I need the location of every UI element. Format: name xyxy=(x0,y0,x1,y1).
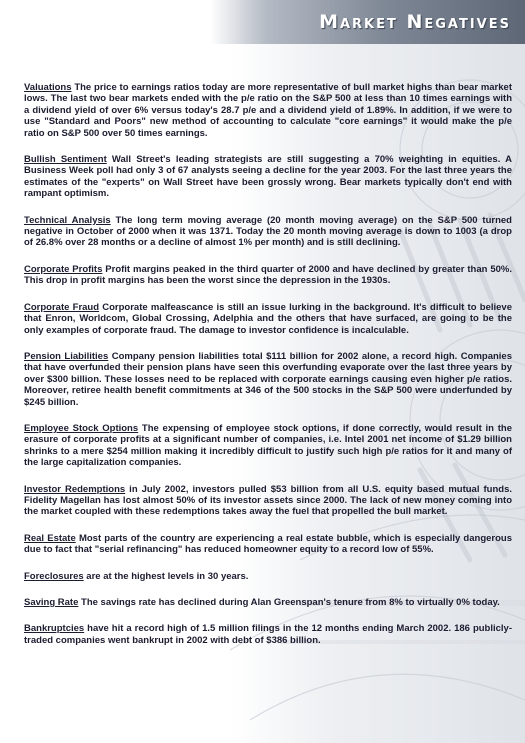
title-banner xyxy=(210,0,525,44)
section-corporate-fraud xyxy=(24,302,512,336)
section-text: Profit margins peaked in the third quarter of 2000 and have declined by greater than 50%. This drop in profit margins has been the worst since the depression in the 1930s. xyxy=(24,263,512,287)
section-text: have hit a record high of 1.5 million filings in the 12 months ending March 2002. 186 publicly-traded companies went bankrupt in 2002 with debt of $386 billion. xyxy=(24,623,512,646)
section-valuations xyxy=(24,82,512,139)
section-pension-liabilities xyxy=(24,351,512,408)
page-title: Market Negatives xyxy=(319,11,511,33)
section-heading: Valuations xyxy=(24,82,72,93)
section-heading: Foreclosures xyxy=(24,570,84,582)
section-text: Wall Street's leading strategists are still suggesting a 70% weighting in equities. A Business Week poll had only 3 of 67 analysts seeing a decline for the year 2003. For the last three years the estimates of the "experts" on Wall Street have been grossly wrong. Bear markets typically don't end with rampant optimism. xyxy=(24,154,513,200)
section-heading: Employee Stock Options xyxy=(24,422,139,434)
section-heading: Real Estate xyxy=(24,532,76,544)
section-text: Corporate malfeascance is still an issue lurking in the background. It's difficult to believe that Enron, Worldcom, Global Crossing, Adelphia and the others that have surfaced, are going to be the only examples of corporate fraud. The damage to investor confidence is incalculable. xyxy=(24,301,512,336)
section-heading: Bankruptcies xyxy=(24,623,85,635)
section-text: in July 2002, investors pulled $53 billion from all U.S. equity based mutual funds. Fidelity Magellan has lost almost 50% of its investor assets since 2000. The lack of new money coming into the market coupled with these redemptions takes away the fuel that propelled the bull market. xyxy=(24,483,512,518)
section-foreclosures xyxy=(24,571,512,582)
section-text: The expensing of employee stock options, if done correctly, would result in the erasure of corporate profits at a significant number of companies, i.e. Intel 2001 net income of $1.29 billion shrinks to a mere $254 million making it incredibly difficult to justify such high p/e ratios for it and many of the large capitalization companies. xyxy=(24,422,512,469)
section-heading: Technical Analysis xyxy=(24,214,111,226)
section-text: The savings rate has declined during Alan Greenspan's tenure from 8% to virtually 0% today. xyxy=(78,597,500,608)
section-corporate-profits xyxy=(24,264,512,287)
section-text: The price to earnings ratios today are more representative of bull market highs than bear market lows. The last two bear markets ended with the p/e ratio on the S&P 500 at less than 10 times earnings with a dividend yield of over 6% versus today's 28.7 p/e and a dividend yield of 1.89%. In addition, if we were to use "Standard and Poors" new method of accounting to calculate "core earnings" it would make the p/e ratio on S&P 500 over 50 times earnings. xyxy=(24,82,512,139)
section-bullish-sentiment xyxy=(24,154,512,200)
section-heading: Investor Redemptions xyxy=(24,483,126,495)
section-text: The long term moving average (20 month moving average) on the S&P 500 turned negative in October of 2000 when it was 1371. Today the 20 month moving average is down to 1003 (a drop of 26.8% over 28 months or a decline of almost 1% per month) and is still declining. xyxy=(24,214,512,249)
section-heading: Bullish Sentiment xyxy=(24,154,107,166)
section-real-estate xyxy=(24,533,512,556)
document-body xyxy=(24,82,512,661)
section-text: Company pension liabilities total $111 billion for 2002 alone, a record high. Companies that have overfunded their pension plans have seen this overfunding evaporate over the last three years by over $300 billion. These losses need to be replaced with corporate earnings causing even higher p/e ratios. Moreover, retiree health benefit commitments at 346 of the 500 stocks in the S&P 500 were underfunded by $245 billion. xyxy=(24,350,512,408)
section-text: Most parts of the country are experiencing a real estate bubble, which is especially dangerous due to fact that "serial refinancing" has reduced homeowner equity to a record low of 55%. xyxy=(24,532,512,556)
section-bankruptcies xyxy=(24,623,512,646)
section-heading: Corporate Fraud xyxy=(24,301,100,313)
section-technical-analysis xyxy=(24,215,512,249)
section-employee-stock-options xyxy=(24,423,512,469)
section-heading: Corporate Profits xyxy=(24,263,103,275)
section-heading: Saving Rate xyxy=(24,597,79,608)
section-text: are at the highest levels in 30 years. xyxy=(83,570,249,582)
section-investor-redemptions xyxy=(24,484,512,518)
section-saving-rate xyxy=(24,597,512,608)
section-heading: Pension Liabilities xyxy=(24,350,109,362)
